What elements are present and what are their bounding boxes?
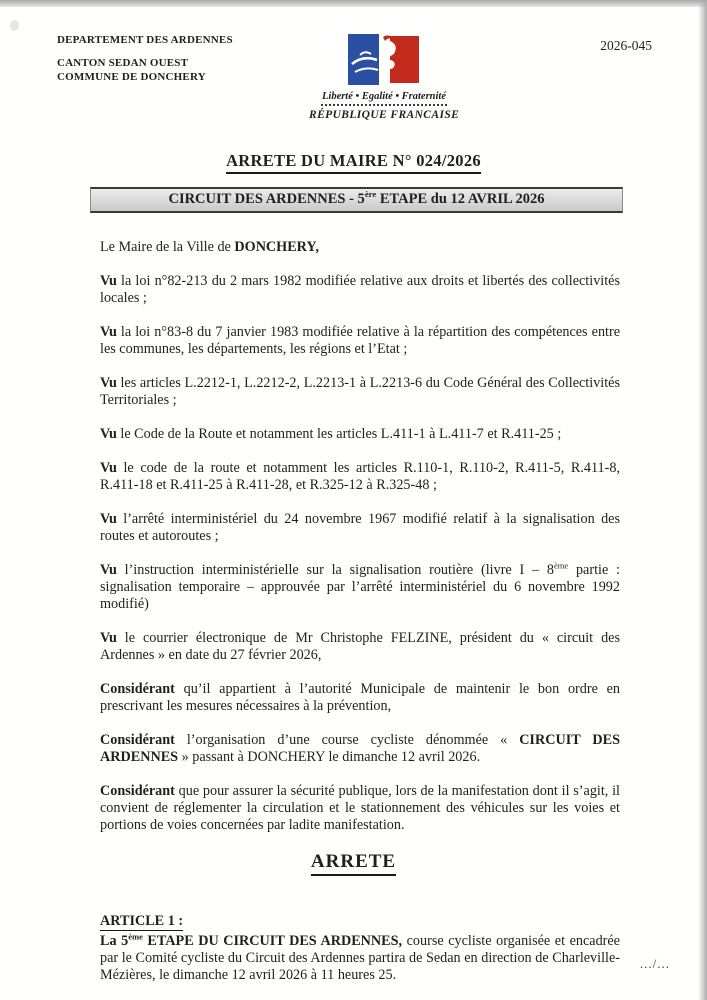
body-paragraph: Considérant l’organisation d’une course cycliste dénommée « CIRCUIT DES ARDENNES » passant à DONCHERY le dimanche 12 avril 2026.: [100, 732, 620, 765]
canton-label: CANTON SEDAN OUEST: [57, 57, 189, 69]
article-1-text: La 5ème ETAPE DU CIRCUIT DES ARDENNES, course cycliste organisée et encadrée par le Comité cycliste du Circuit des Ardennes partira de Sedan en direction de Charleville-Mézières, le dimanche 12 avril 2026 à 11 heures 25.: [100, 931, 620, 983]
commune-label: COMMUNE DE DONCHERY: [57, 71, 206, 83]
body-paragraph: Considérant que pour assurer la sécurité publique, lors de la manifestation dont il s’agit, il convient de réglementer la circulation et le stationnement des véhicules sur les voies et portions de voies concernées par ladite manifestation.: [100, 783, 620, 833]
body-paragraph: Vu le Code de la Route et notamment les articles L.411-1 à L.411-7 et R.411-25 ;: [100, 426, 562, 442]
scan-edge-right: [698, 0, 707, 1000]
arrete-heading-row: [0, 851, 707, 876]
department-label: DEPARTEMENT DES ARDENNES: [57, 34, 233, 46]
marianne-logo-icon: [345, 33, 423, 89]
body-paragraph: Considérant qu’il appartient à l’autorité Municipale de maintenir le bon ordre en prescrivant les mesures nécessaires à la prévention,: [100, 681, 620, 714]
event-banner: CIRCUIT DES ARDENNES - 5ère ETAPE du 12 AVRIL 2026: [90, 187, 623, 213]
body-paragraph: Vu le code de la route et notamment les articles R.110-1, R.110-2, R.411-5, R.411-8, R.411-18 et R.411-25 à R.411-28, et R.325-12 à R.325-48 ;: [100, 460, 620, 493]
scan-smudge: [10, 20, 19, 31]
body-paragraph: Vu l’instruction interministérielle sur la signalisation routière (livre I – 8ème partie : signalisation temporaire – approuvée par l’arrêté interministériel du 6 novembre 1992 modifié): [100, 560, 620, 612]
body-paragraph: Vu la loi n°83-8 du 7 janvier 1983 modifiée relative à la répartition des compétences entre les communes, les départements, les régions et l’Etat ;: [100, 324, 620, 357]
motto-divider: [321, 104, 447, 106]
scan-edge-top: [0, 0, 707, 7]
issuing-authority-block: [57, 33, 285, 84]
republic-label: RÉPUBLIQUE FRANCAISE: [309, 109, 460, 121]
body-paragraph: Vu l’arrêté interministériel du 24 novembre 1967 modifié relatif à la signalisation des routes et autoroutes ;: [100, 511, 620, 544]
body-paragraph: Vu le courrier électronique de Mr Christophe FELZINE, président du « circuit des Ardennes » en date du 27 février 2026,: [100, 630, 620, 663]
document-title: ARRETE DU MAIRE N° 024/2026: [226, 151, 481, 174]
body-paragraph: Vu la loi n°82-213 du 2 mars 1982 modifiée relative aux droits et libertés des collectivités locales ;: [100, 273, 620, 306]
reference-number: 2026-045: [600, 38, 652, 53]
article-1-block: [100, 912, 620, 984]
document-body: [100, 239, 620, 834]
republic-logo-block: [309, 33, 459, 121]
motto-label: Liberté • Egalité • Fraternité: [321, 91, 446, 102]
arrete-heading: ARRETE: [311, 851, 396, 876]
document-header: [0, 0, 707, 121]
body-paragraph: Vu les articles L.2212-1, L.2212-2, L.2213-1 à L.2213-6 du Code Général des Collectivités Territoriales ;: [100, 375, 620, 408]
body-paragraph: Le Maire de la Ville de DONCHERY,: [100, 239, 319, 255]
article-1-heading: ARTICLE 1 :: [100, 913, 184, 929]
page-continuation-mark: .../...: [639, 956, 670, 971]
title-row: [0, 151, 707, 174]
